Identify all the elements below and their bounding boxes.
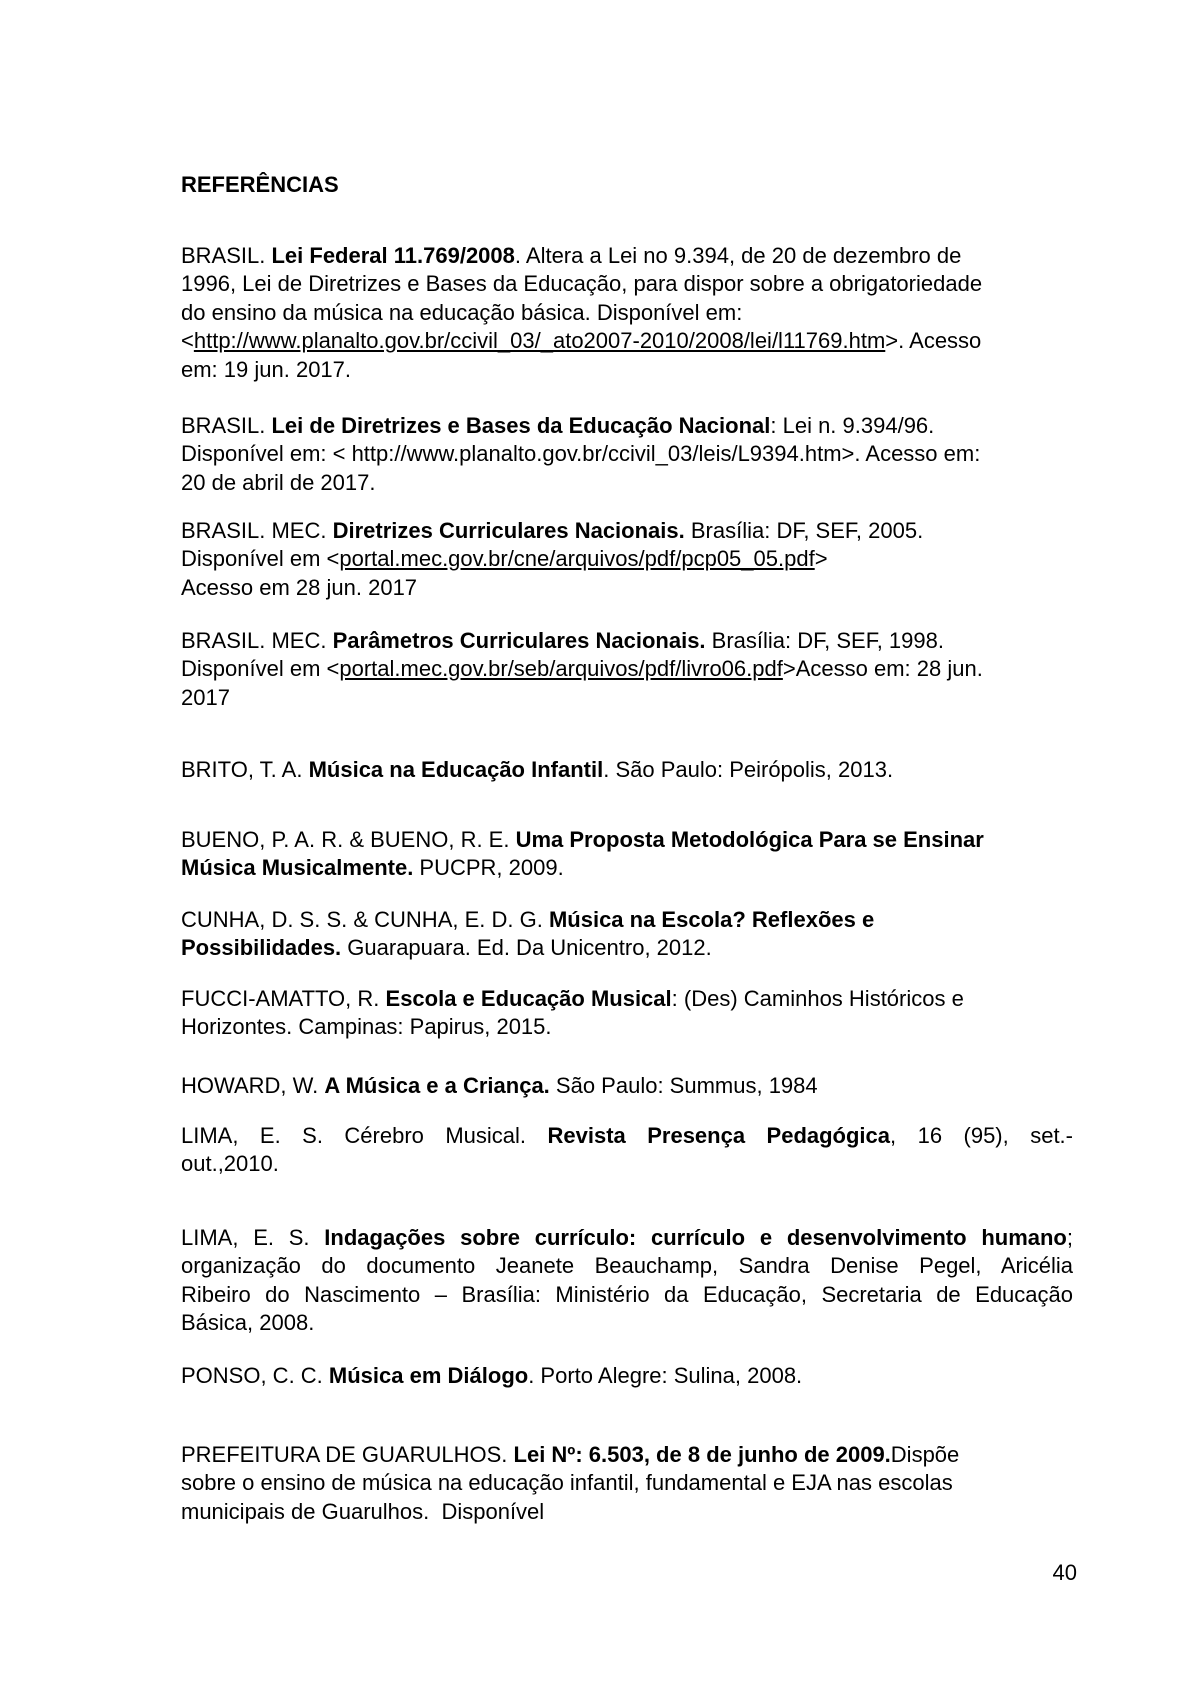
text-run: Disponível em: < http://www.planalto.gov.br/ccivil_03/leis/L9394.htm>. Acesso em: [181,441,981,467]
text-run: sobre o ensino de música na educação infantil, fundamental e EJA nas escolas [181,1470,953,1496]
reference-line [181,545,1073,573]
text-run: HOWARD, W. [181,1073,325,1098]
text-run: Música em Diálogo [328,1363,529,1388]
text-run: Revista Presença Pedagógica [547,1123,891,1148]
text-run: BRASIL. MEC. [181,628,333,653]
reference-line [181,1281,1073,1309]
reference-line [181,655,1073,683]
text-run: Brasília: DF, SEF, 1998. [705,628,944,653]
text-run: São Paulo: Summus, 1984 [549,1073,818,1098]
text-run: organização do documento Jeanete Beauchamp, Sandra Denise Pegel, Aricélia [181,1253,1073,1279]
reference-line [181,1122,1073,1150]
reference-line [181,299,1073,327]
text-run: BRASIL. MEC. [181,518,333,543]
link-url[interactable]: portal.mec.gov.br/seb/arquivos/pdf/livro06.pdf [339,656,783,682]
text-run: < [181,328,194,354]
text-run: Uma Proposta Metodológica Para se Ensinar [515,827,984,852]
text-run: BUENO, P. A. R. & BUENO, R. E. [181,827,516,852]
reference-line [181,1441,1073,1469]
text-run: Lei de Diretrizes e Bases da Educação Nacional [271,413,771,438]
text-run: >. Acesso [885,328,982,354]
text-run: Lei Nº: 6.503, de 8 de junho de 2009. [513,1442,891,1467]
text-run: : Lei n. 9.394/96. [770,413,935,438]
text-run: Horizontes. Campinas: Papirus, 2015. [181,1014,552,1040]
text-run: >Acesso em: 28 jun. [782,656,983,682]
text-run: Lei Federal 11.769/2008 [271,243,515,268]
reference-entry [181,1072,1073,1100]
reference-line [181,574,1073,602]
reference-line [181,854,1073,882]
text-run: municipais de Guarulhos. Disponível [181,1498,545,1524]
text-run: BRASIL. [181,413,272,438]
reference-line [181,1013,1073,1041]
text-run: BRITO, T. A. [181,757,309,782]
text-run: LIMA, E. S. Cérebro Musical. [181,1123,548,1148]
text-run: . São Paulo: Peirópolis, 2013. [603,757,894,782]
reference-line [181,356,1073,384]
text-run: Diretrizes Curriculares Nacionais. [332,518,685,543]
text-run: Disponível em < [181,656,340,682]
text-run: PUCPR, 2009. [413,855,564,881]
link-url[interactable]: http://www.planalto.gov.br/ccivil_03/_ato2007-2010/2008/lei/l11769.htm [193,328,886,354]
text-run: PONSO, C. C. [181,1363,329,1388]
reference-entry [181,1122,1073,1179]
text-run: Disponível em < [181,546,340,572]
reference-line [181,1469,1073,1497]
reference-line [181,517,1073,545]
text-run: em: 19 jun. 2017. [181,356,352,382]
reference-line [181,1224,1073,1252]
reference-line [181,1362,1073,1390]
reference-entry [181,826,1073,883]
reference-line [181,412,1073,440]
reference-entry [181,627,1073,712]
reference-line [181,1309,1073,1337]
link-url[interactable]: portal.mec.gov.br/cne/arquivos/pdf/pcp05_05.pdf [339,546,815,572]
reference-entry [181,985,1073,1042]
text-run: A Música e a Criança. [324,1073,550,1098]
text-run: out.,2010. [181,1151,279,1177]
references-title: REFERÊNCIAS [181,172,339,197]
reference-line [181,1150,1073,1178]
reference-entry [181,906,1073,963]
reference-entry [181,756,1073,784]
reference-line [181,906,1073,934]
text-run: do ensino da música na educação básica. Disponível em: [181,299,743,325]
text-run: Música Musicalmente. [181,855,414,881]
text-run: LIMA, E. S. [181,1225,325,1250]
text-run: ; [1066,1225,1073,1250]
reference-line [181,242,1073,270]
reference-line [181,1252,1073,1280]
text-run: FUCCI-AMATTO, R. [181,986,386,1011]
text-run: Ribeiro do Nascimento – Brasília: Ministério da Educação, Secretaria de Educação [181,1281,1073,1307]
reference-entry [181,517,1073,602]
text-run: Dispõe [890,1442,960,1467]
text-run: , 16 (95), set.- [890,1123,1073,1148]
text-run: Acesso em 28 jun. 2017 [181,574,418,600]
text-run: : (Des) Caminhos Históricos e [671,986,964,1011]
reference-entry [181,1224,1073,1338]
reference-entry [181,1362,1073,1390]
reference-entry [181,412,1073,497]
text-run: BRASIL. [181,243,272,268]
reference-entry [181,242,1073,384]
reference-line [181,985,1073,1013]
text-run: Música na Educação Infantil [308,757,604,782]
reference-line [181,756,1073,784]
page-number: 40 [1052,1560,1077,1585]
text-run: Escola e Educação Musical [385,986,672,1011]
text-run: Básica, 2008. [181,1310,315,1336]
text-run: Brasília: DF, SEF, 2005. [684,518,924,543]
text-run: 2017 [181,684,230,710]
reference-line [181,469,1073,497]
reference-line [181,440,1073,468]
text-run: 1996, Lei de Diretrizes e Bases da Educação, para dispor sobre a obrigatoriedade [181,271,983,297]
text-run: 20 de abril de 2017. [181,469,376,495]
text-run: Indagações sobre currículo: currículo e desenvolvimento humano [324,1225,1067,1250]
text-run: Possibilidades. [181,935,342,961]
reference-entry [181,1441,1073,1526]
text-run: Guarapuara. Ed. Da Unicentro, 2012. [341,935,712,961]
text-run: . Porto Alegre: Sulina, 2008. [528,1363,803,1388]
reference-line [181,327,1073,355]
reference-line [181,826,1073,854]
reference-line [181,1498,1073,1526]
reference-line [181,934,1073,962]
reference-line [181,1072,1073,1100]
text-run: > [814,546,828,572]
reference-line [181,627,1073,655]
text-run: CUNHA, D. S. S. & CUNHA, E. D. G. [181,907,549,932]
text-run: PREFEITURA DE GUARULHOS. [181,1442,514,1467]
text-run: . Altera a Lei no 9.394, de 20 de dezembro de [514,243,962,268]
reference-line [181,684,1073,712]
text-run: Parâmetros Curriculares Nacionais. [332,628,706,653]
reference-line [181,270,1073,298]
text-run: Música na Escola? Reflexões e [548,907,875,932]
